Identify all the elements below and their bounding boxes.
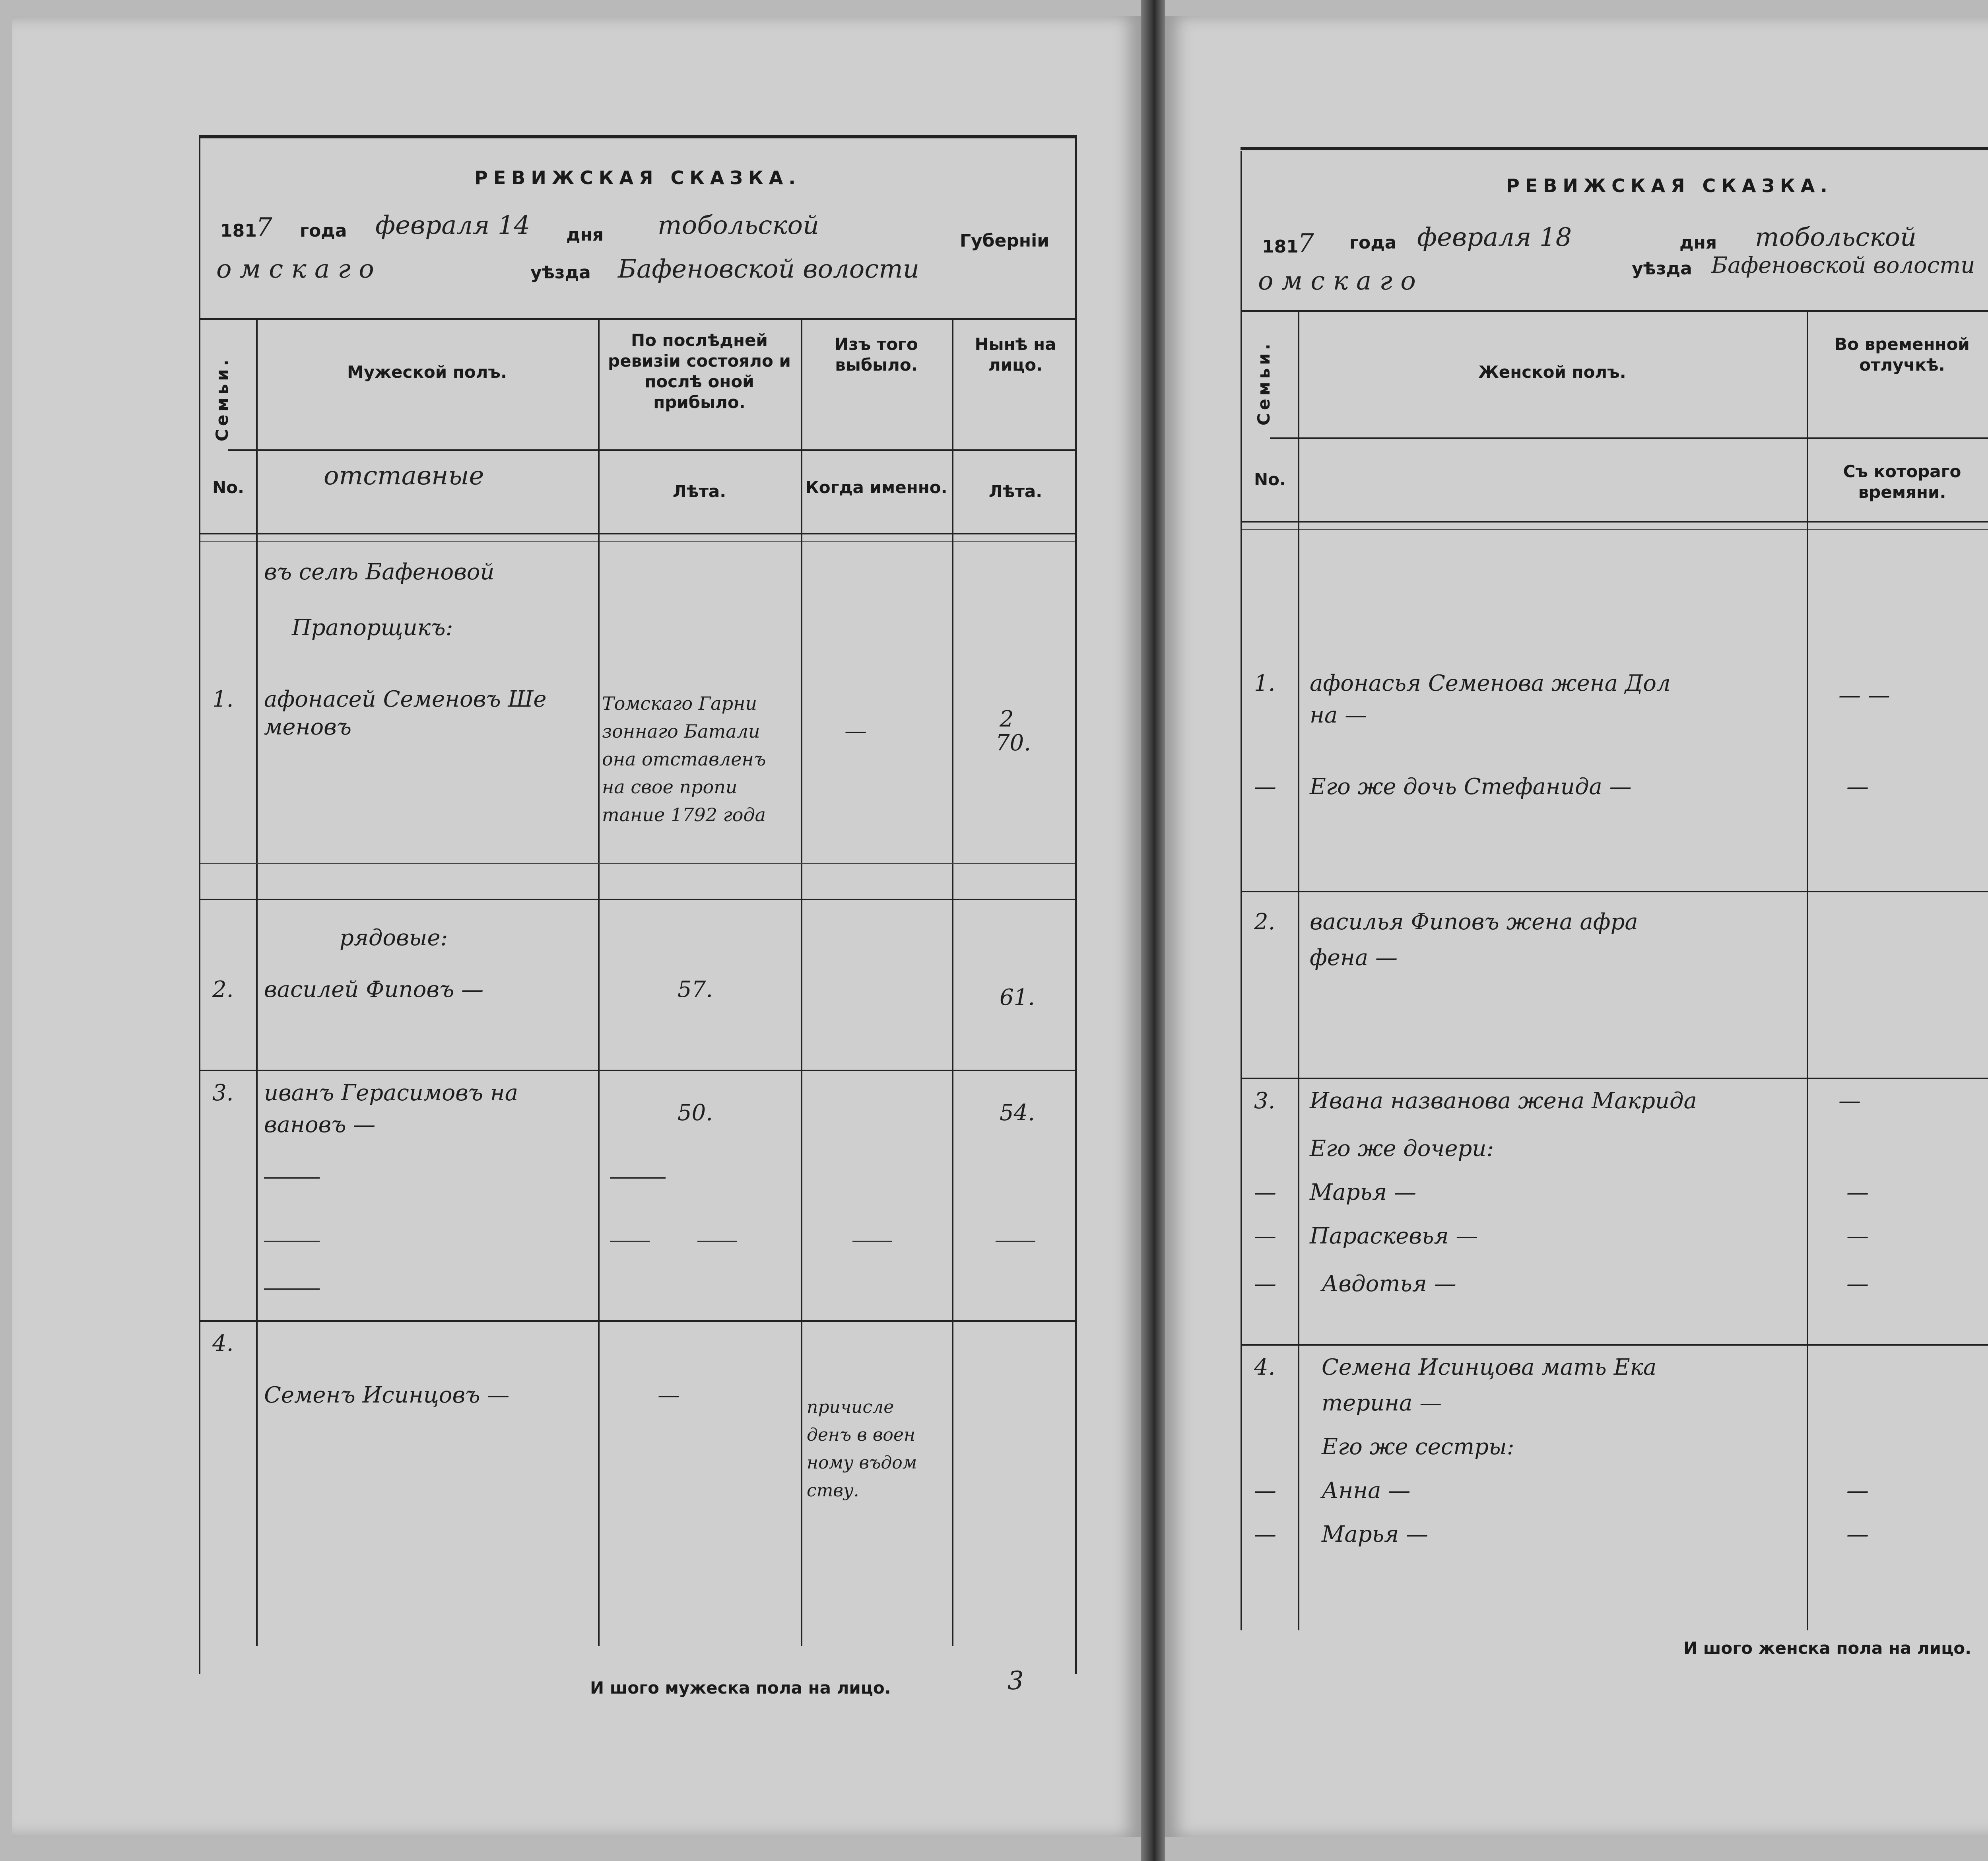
right-row-4-name: фена — (1310, 945, 1398, 971)
right-row-6-name: Его же дочери: (1310, 1136, 1494, 1162)
right-gub-hand: тобольской (1755, 223, 1917, 252)
right-row-2-no: — (1254, 774, 1276, 800)
left-col-semya: Семьи. (212, 356, 232, 441)
right-row-5-name: Ивана названова жена Макрида (1310, 1088, 1697, 1114)
right-row-8-no: — (1254, 1223, 1276, 1249)
left-form (199, 135, 1077, 1698)
left-row-11-name: Семенъ Исинцовъ — (264, 1382, 510, 1408)
left-okrug-hand: о м с к а г о (216, 254, 374, 284)
left-row-8-no: 2. (212, 977, 234, 1002)
right-row-0-no: 1. (1254, 670, 1276, 696)
right-row-14-away: — (1846, 1521, 1869, 1547)
left-row-7-name: рядовые: (340, 925, 448, 951)
left-gub-label: Губерніи (960, 231, 1050, 251)
left-col-male-hand: отставные (324, 461, 484, 491)
right-row-14-no: — (1254, 1521, 1276, 1547)
right-row-1-name: на — (1310, 702, 1367, 728)
right-row-0-away: — — (1839, 682, 1890, 708)
right-title: РЕВИЖСКАЯ СКАЗКА. (1506, 175, 1833, 196)
left-row-2-now: 2 (1000, 706, 1014, 732)
right-col-no: No. (1254, 470, 1286, 489)
right-row-3-no: 2. (1254, 909, 1276, 935)
right-year-printed: 181 (1262, 237, 1299, 257)
left-volost-hand: Бафеновской волости (618, 254, 920, 284)
right-okrug-hand: о м с к а г о (1258, 266, 1416, 296)
left-row-8-now: 61. (1000, 985, 1035, 1010)
right-col-away-sub: Съ котораго времяни. (1843, 462, 1961, 502)
left-row-11-rev: — (658, 1382, 680, 1408)
right-row-7-no: — (1254, 1179, 1276, 1205)
left-row-11-no: 4. (212, 1331, 234, 1356)
right-row-10-name: Семена Исинцова мать Ека (1322, 1354, 1657, 1380)
left-row-8-name: василей Фиповъ — (264, 977, 484, 1002)
right-day-label: дня (1679, 233, 1717, 253)
right-row-8-away: — (1846, 1223, 1869, 1249)
left-row-5-rev: на свое пропи (602, 776, 738, 798)
left-row-10-name: вановъ — (264, 1112, 376, 1138)
right-col-away: Во временной отлучкѣ. (1835, 334, 1970, 375)
right-row-7-name: Марья — (1310, 1179, 1416, 1205)
left-gub-hand: тобольской (658, 211, 819, 240)
left-row-3-now: 70. (996, 730, 1031, 756)
right-month-hand: февраля 18 (1417, 223, 1572, 252)
right-row-2-name: Его же дочь Стефанида — (1310, 774, 1632, 800)
left-row-3-rev: зоннаго Батали (602, 721, 760, 742)
right-year-label: года (1349, 233, 1397, 253)
right-row-9-away: — (1846, 1271, 1869, 1297)
left-title: РЕВИЖСКАЯ СКАЗКА. (474, 167, 801, 188)
right-footer: И шого женска пола на лицо. (1683, 1638, 1972, 1658)
left-row-13-out: ному въдом (807, 1453, 917, 1473)
right-row-0-name: афонасья Семенова жена Дол (1310, 670, 1671, 696)
right-row-9-no: — (1254, 1271, 1276, 1297)
left-uezd-label: уѣзда (530, 262, 591, 283)
right-volost-hand: Бафеновской волости (1711, 253, 1975, 278)
right-row-13-away: — (1846, 1478, 1869, 1504)
book-gutter (1141, 0, 1165, 1861)
left-footer-count: 3 (1008, 1666, 1024, 1696)
right-row-5-away: — (1839, 1088, 1861, 1114)
left-col-out-sub: Когда именно. (805, 478, 947, 497)
left-row-9-name: иванъ Герасимовъ на (264, 1080, 518, 1106)
left-row-11-out: причисле (807, 1397, 894, 1417)
right-uezd-label: уѣзда (1632, 258, 1692, 279)
left-row-2-rev: Томскаго Гарни (602, 693, 757, 714)
left-year-printed: 181 (220, 221, 257, 241)
left-col-rev-sub: Лѣта. (672, 482, 726, 501)
right-row-8-name: Параскевья — (1310, 1223, 1478, 1249)
left-col-now-sub: Лѣта. (988, 482, 1043, 501)
left-col-male: Мужеской полъ. (347, 362, 507, 382)
left-row-3-out: — (845, 718, 867, 744)
left-row-4-rev: она отставленъ (602, 748, 766, 770)
right-row-12-name: Его же сестры: (1322, 1434, 1514, 1460)
left-row-0-name: въ селѣ Бафеновой (264, 559, 495, 585)
right-col-semya: Семьи. (1254, 340, 1274, 425)
left-row-9-rev: 50. (678, 1100, 713, 1126)
right-year-hand: 7 (1298, 229, 1314, 258)
left-footer: И шого мужеска пола на лицо. (590, 1678, 891, 1698)
left-row-12-out: денъ в воен (807, 1425, 915, 1445)
left-col-rev: По послѣдней ревизіи состояло и послѣ оной прибыло. (608, 330, 791, 412)
right-row-14-name: Марья — (1322, 1521, 1428, 1547)
left-day-label: дня (566, 225, 604, 245)
left-row-8-rev: 57. (678, 977, 713, 1002)
left-row-3-name: меновъ (264, 714, 352, 740)
right-row-2-away: — (1846, 774, 1869, 800)
left-year-hand: 7 (256, 213, 272, 242)
right-row-5-no: 3. (1254, 1088, 1276, 1114)
left-row-14-out: ству. (807, 1480, 859, 1501)
right-row-13-no: — (1254, 1478, 1276, 1504)
left-row-1-name: Прапорщикъ: (292, 615, 453, 641)
right-row-9-name: Авдотья — (1322, 1271, 1456, 1297)
right-row-7-away: — (1846, 1179, 1869, 1205)
left-col-out: Изъ того выбыло. (835, 334, 918, 375)
right-row-11-name: терина — (1322, 1390, 1442, 1416)
left-row-2-name: афонасей Семеновъ Ше (264, 686, 547, 712)
left-year-label: года (300, 221, 347, 241)
right-row-3-name: василья Фиповъ жена афра (1310, 909, 1638, 935)
right-form (1241, 151, 1988, 1658)
left-row-6-rev: тание 1792 года (602, 804, 766, 826)
left-col-now: Нынѣ на лицо. (975, 334, 1056, 375)
left-row-2-no: 1. (212, 686, 234, 712)
left-month-hand: февраля 14 (375, 211, 530, 240)
right-row-10-no: 4. (1254, 1354, 1276, 1380)
left-row-9-no: 3. (212, 1080, 234, 1106)
left-row-9-now: 54. (1000, 1100, 1035, 1126)
right-col-female: Женской полъ. (1478, 362, 1626, 382)
left-col-no: No. (212, 478, 244, 497)
right-row-13-name: Анна — (1322, 1478, 1411, 1504)
